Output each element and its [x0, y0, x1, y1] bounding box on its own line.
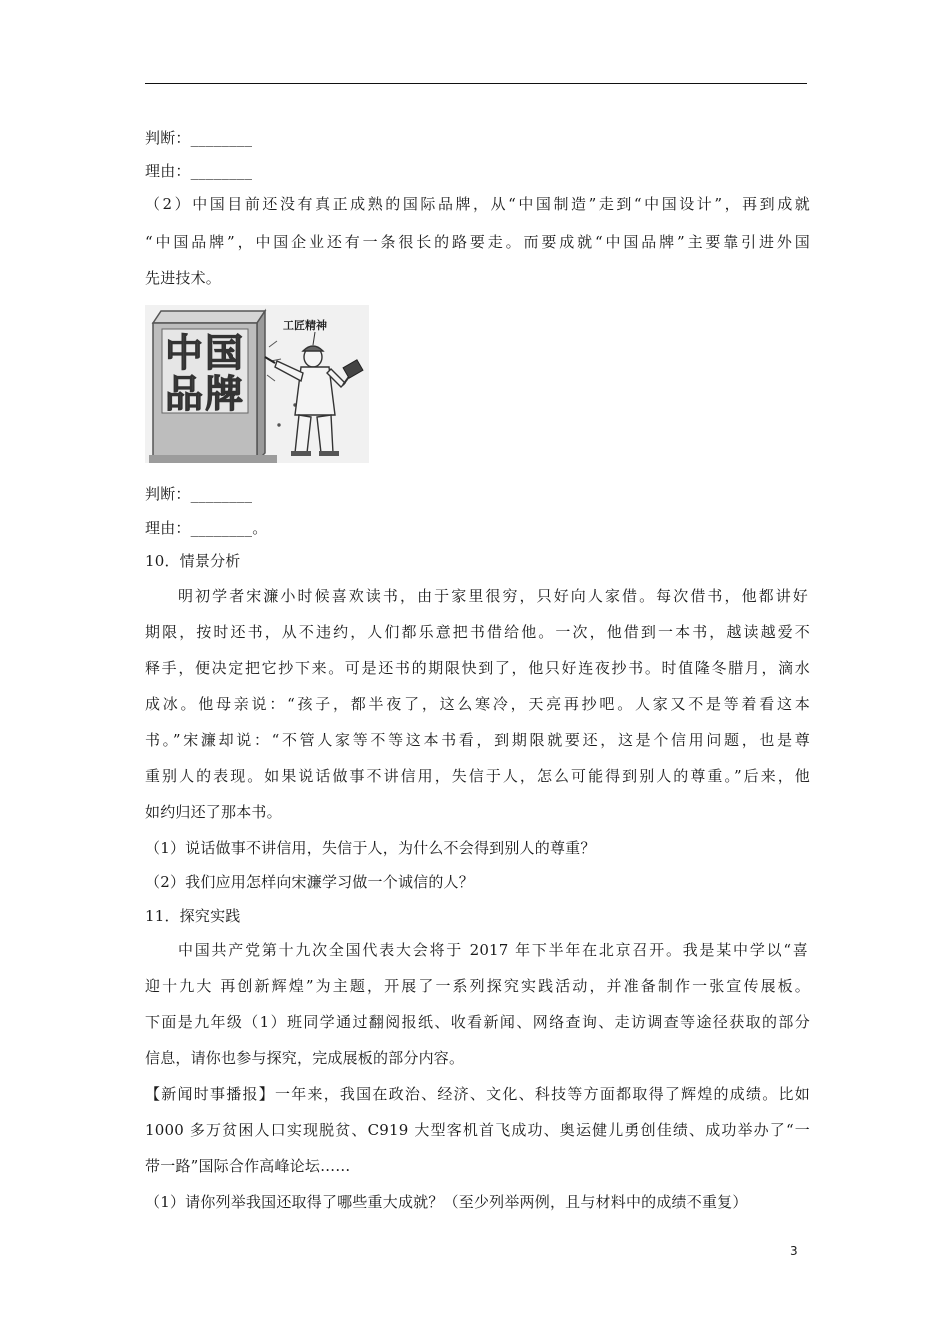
- q10-paragraph-line-5: 书。”宋濂却说：“不管人家等不等这本书看，到期限就要还，这是个信用问题，也是尊: [145, 731, 810, 749]
- q11-paragraph-line-3: 下面是九年级（1）班同学通过翻阅报纸、收看新闻、网络查询、走访调查等途径获取的部分: [145, 1013, 810, 1031]
- q10-subquestion-1: （1）说话做事不讲信用，失信于人，为什么不会得到别人的尊重？: [145, 839, 596, 857]
- page-number: 3: [790, 1244, 798, 1258]
- judgment-line-2: 判断：________: [145, 485, 253, 503]
- judgment-line-1: 判断：________: [145, 129, 253, 147]
- reason-line-1: 理由：________: [145, 162, 253, 180]
- q10-paragraph-line-7: 如约归还了那本书。: [145, 803, 282, 821]
- china-brand-cartoon: [145, 305, 369, 463]
- header-rule: [145, 83, 807, 84]
- q10-title: 10．情景分析: [145, 552, 241, 570]
- q10-paragraph-line-2: 期限，按时还书，从不违约，人们都乐意把书借给他。一次，他借到一本书，越读越爱不: [145, 623, 810, 641]
- q11-paragraph-line-2: 迎十九大 再创新辉煌”为主题，开展了一系列探究实践活动，并准备制作一张宣传展板。: [145, 977, 810, 995]
- q10-paragraph-line-3: 释手，便决定把它抄下来。可是还书的期限快到了，他只好连夜抄书。时值隆冬腊月，滴水: [145, 659, 810, 677]
- sign-char-1: 中: [165, 331, 204, 375]
- q11-news-line-3: 带一路”国际合作高峰论坛……: [145, 1157, 351, 1175]
- q2-text-line-3: 先进技术。: [145, 269, 222, 287]
- q10-paragraph-line-4: 成冰。他母亲说：“孩子，都半夜了，这么寒冷，天亮再抄吧。人家又不是等着看这本: [145, 695, 810, 713]
- q11-subquestion-1: （1）请你列举我国还取得了哪些重大成就？（至少列举两例，且与材料中的成绩不重复）: [145, 1193, 748, 1211]
- q11-paragraph-line-4: 信息，请你也参与探究，完成展板的部分内容。: [145, 1049, 465, 1067]
- q2-text-line-2: “中国品牌”，中国企业还有一条很长的路要走。而要成就“中国品牌”主要靠引进外国: [145, 233, 810, 251]
- craftsman-spirit-label: 工匠精神: [283, 319, 327, 332]
- reason-line-2: 理由：________。: [145, 519, 268, 537]
- q11-news-line-2: 1000 多万贫困人口实现脱贫、C919 大型客机首飞成功、奥运健儿勇创佳绩、成功举办了“一: [145, 1121, 810, 1139]
- q10-paragraph-line-1: 明初学者宋濂小时候喜欢读书，由于家里很穷，只好向人家借。每次借书，他都讲好: [178, 587, 808, 605]
- sign-char-2: 国: [205, 331, 244, 375]
- sign-char-3: 品: [165, 372, 204, 416]
- q10-subquestion-2: （2）我们应用怎样向宋濂学习做一个诚信的人？: [145, 873, 474, 891]
- q11-paragraph-line-1: 中国共产党第十九次全国代表大会将于 2017 年下半年在北京召开。我是某中学以“喜: [178, 941, 808, 959]
- q2-text-line-1: （2）中国目前还没有真正成熟的国际品牌，从“中国制造”走到“中国设计”，再到成就: [145, 195, 810, 213]
- q11-title: 11．探究实践: [145, 907, 241, 925]
- q11-news-line-1: 【新闻时事播报】一年来，我国在政治、经济、文化、科技等方面都取得了辉煌的成绩。比如: [145, 1085, 810, 1103]
- sign-char-4: 牌: [205, 372, 244, 416]
- q10-paragraph-line-6: 重别人的表现。如果说话做事不讲信用，失信于人，怎么可能得到别人的尊重。”后来，他: [145, 767, 810, 785]
